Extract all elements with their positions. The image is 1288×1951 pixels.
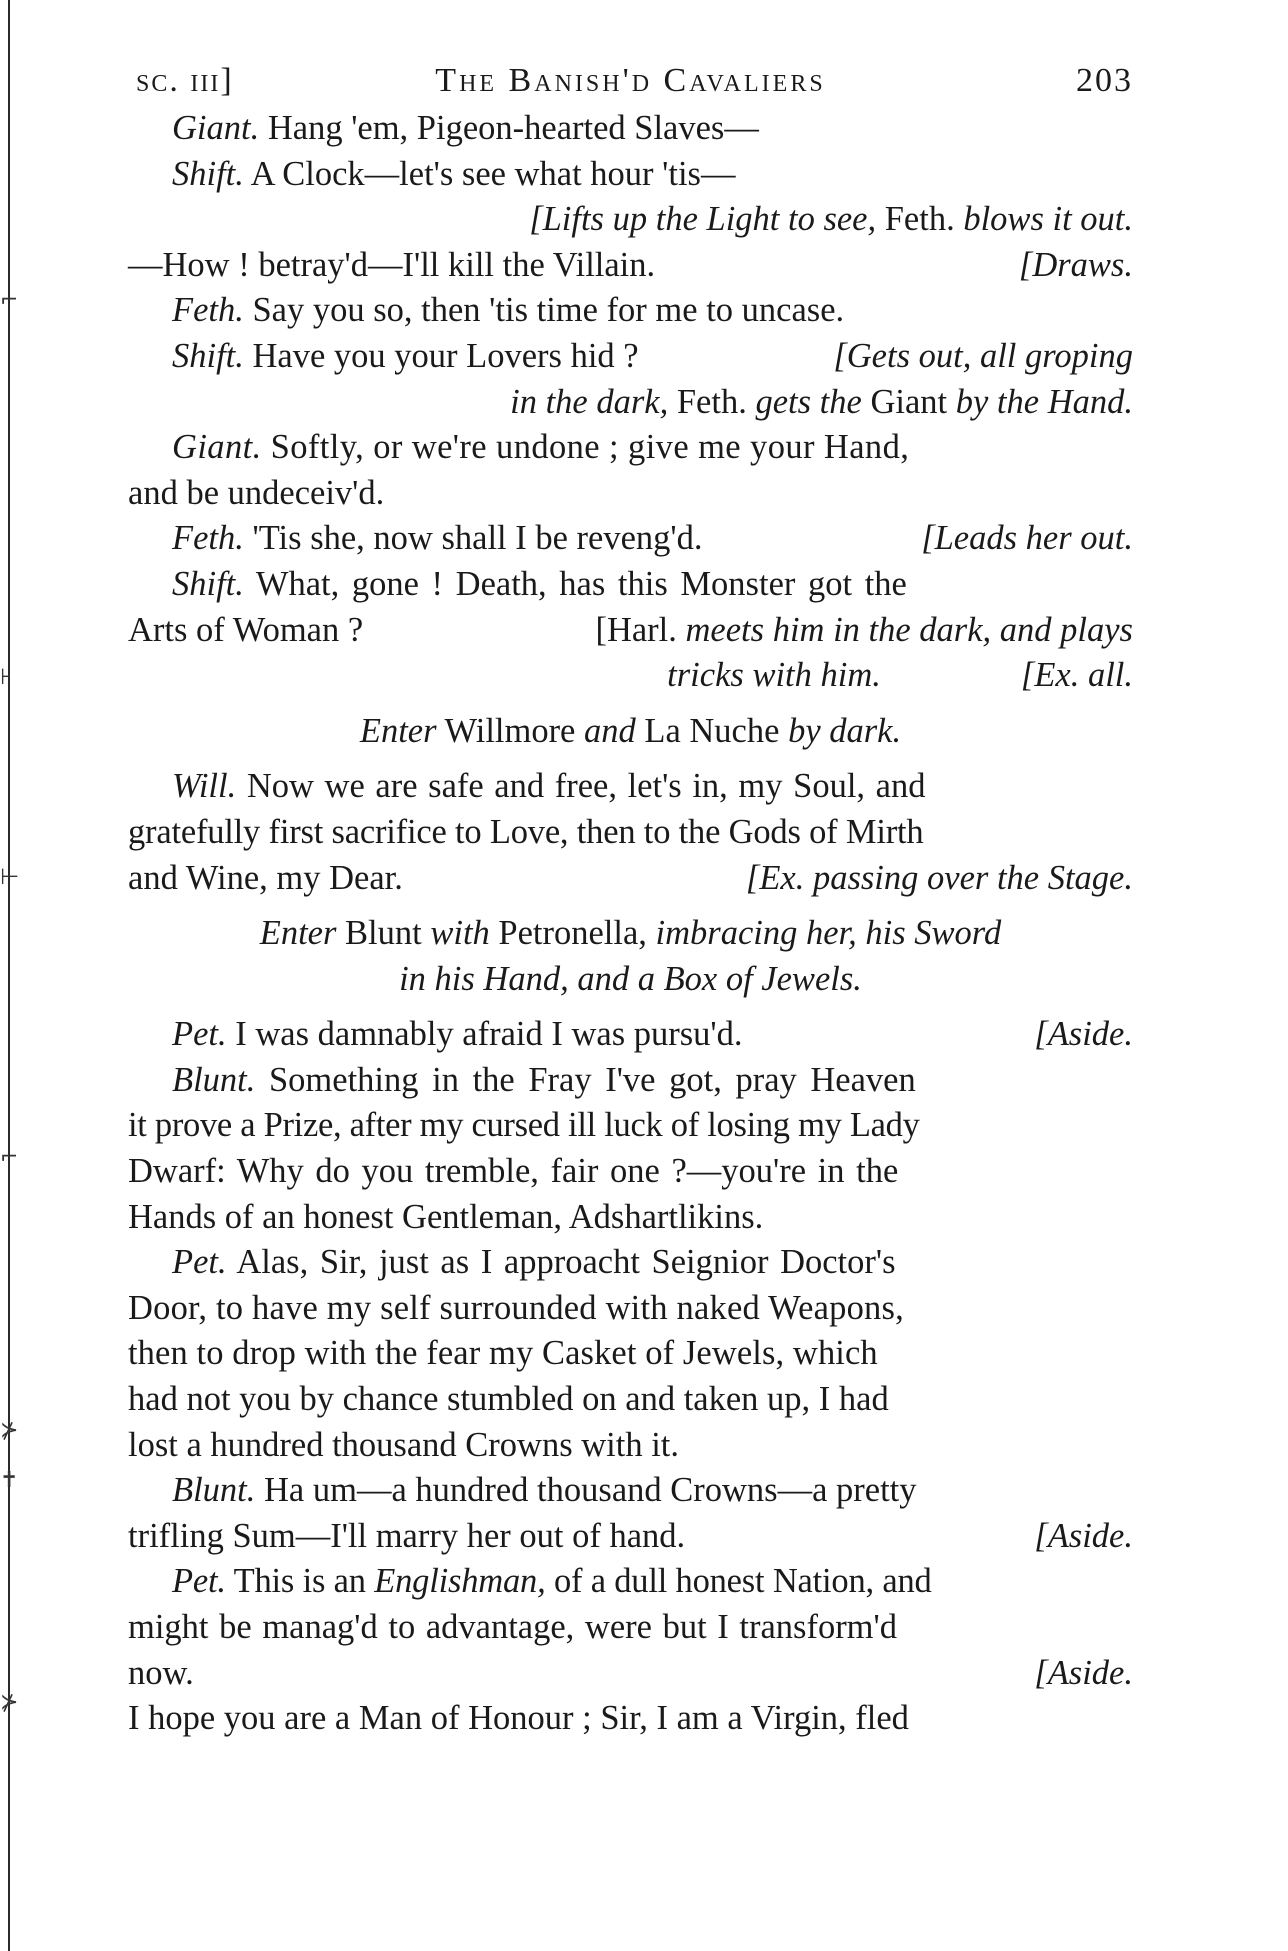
entrance-direction	[128, 709, 1133, 755]
direction: [Aside.	[1034, 1653, 1133, 1692]
direction: tricks with him.	[667, 656, 881, 695]
dialogue: This is an	[233, 1562, 366, 1601]
dialogue: I was damnably afraid I was pursu'd.	[235, 1015, 743, 1054]
dialogue: A Clock—let's see what hour 'tis—	[250, 154, 736, 193]
speaker: Feth.	[172, 291, 244, 330]
dialogue: Softly, or we're undone ; give me your Hand,	[270, 428, 910, 467]
direction: [Ex. passing over the Stage.	[745, 858, 1133, 897]
character-name: Willmore	[444, 711, 576, 750]
character-name: Feth.	[676, 382, 747, 421]
direction: [Aside.	[1034, 1516, 1133, 1555]
text-line	[128, 1149, 1133, 1195]
dialogue: What, gone ! Death, has this Monster got the	[255, 564, 907, 603]
speaker: Will.	[172, 767, 237, 806]
direction: in his Hand, and a Box of Jewels.	[399, 959, 862, 998]
dialogue: Say you so, then 'tis time for me to uncase.	[252, 291, 845, 330]
running-header	[128, 62, 1133, 106]
play-text	[128, 106, 1133, 1742]
dialogue: gratefully first sacrifice to Love, then to the Gods of Mirth	[128, 812, 924, 851]
dialogue: Alas, Sir, just as I approacht Seignior Doctor's	[236, 1243, 896, 1282]
text-line	[128, 516, 1133, 562]
text-line	[128, 425, 1133, 471]
text-line	[128, 1651, 1133, 1697]
dialogue: Hang 'em, Pigeon-hearted Slaves—	[267, 109, 759, 147]
entrance-direction	[128, 957, 1133, 1003]
dialogue: I hope you are a Man of Honour ; Sir, I am a Virgin, fled	[128, 1699, 909, 1738]
text-line	[128, 810, 1133, 856]
speaker: Pet.	[172, 1243, 227, 1282]
dialogue: Now we are safe and free, let's in, my Soul, and	[246, 767, 926, 806]
dialogue: then to drop with the fear my Casket of Jewels, which	[128, 1334, 878, 1373]
binding-mark: ⌐	[0, 288, 19, 313]
character-name: Giant	[870, 382, 948, 421]
dialogue: Hands of an honest Gentleman, Adshartlikins.	[128, 1197, 764, 1236]
book-page	[128, 62, 1133, 1742]
binding-mark: ✝	[0, 1468, 19, 1493]
direction: [Draws.	[1018, 245, 1133, 284]
text-line	[128, 288, 1133, 334]
dialogue: Door, to have my self surrounded with naked Weapons,	[128, 1288, 904, 1327]
dialogue: might be manag'd to advantage, were but I transform'd	[128, 1608, 897, 1646]
direction: gets the	[755, 382, 862, 421]
text-line	[128, 1012, 1133, 1058]
binding-mark: ⊁	[0, 1690, 19, 1715]
direction: [Lifts up the Light to see,	[529, 200, 877, 239]
speaker: Blunt.	[172, 1471, 256, 1510]
dialogue-italic: Englishman,	[374, 1562, 546, 1601]
direction: with	[430, 914, 490, 953]
text-line	[128, 1195, 1133, 1241]
text-line	[128, 334, 1133, 380]
text-line	[128, 1103, 1133, 1149]
speaker: Shift.	[172, 564, 244, 603]
running-title: The Banish'd Cavaliers	[435, 62, 826, 99]
dialogue: and Wine, my Dear.	[128, 858, 403, 897]
binding-mark: ⌐	[0, 1145, 19, 1170]
dialogue: Have you your Lovers hid ?	[252, 336, 639, 375]
text-line	[128, 764, 1133, 810]
speaker: Feth.	[172, 519, 244, 558]
dialogue: Arts of Woman ?	[128, 610, 364, 649]
text-line	[128, 856, 1133, 902]
dialogue: now.	[128, 1653, 194, 1692]
binding-mark: ⊁	[0, 1418, 19, 1443]
character-name: [Harl.	[595, 610, 677, 649]
stage-direction	[128, 197, 1133, 243]
text-line	[128, 471, 1133, 517]
character-name: La Nuche	[644, 711, 780, 750]
text-line	[128, 1331, 1133, 1377]
dialogue: 'Tis she, now shall I be reveng'd.	[252, 519, 703, 558]
text-line	[128, 1240, 1133, 1286]
scene-marker: sc. iii]	[136, 62, 234, 99]
dialogue: had not you by chance stumbled on and taken up, I had	[128, 1380, 889, 1419]
dialogue: Something in the Fray I've got, pray Heaven	[269, 1060, 916, 1099]
direction: by dark.	[788, 711, 902, 750]
dialogue: Ha um—a hundred thousand Crowns—a pretty	[264, 1471, 917, 1510]
character-name: Petronella,	[498, 914, 647, 953]
dialogue: and be undeceiv'd.	[128, 473, 385, 512]
entrance-direction	[128, 911, 1133, 957]
direction: blows it out.	[963, 200, 1133, 239]
dialogue: of a dull honest Nation, and	[553, 1562, 932, 1601]
text-line	[128, 1696, 1133, 1742]
direction: by the Hand.	[955, 382, 1133, 421]
speaker: Giant.	[172, 428, 262, 467]
speaker: Shift.	[172, 154, 244, 193]
character-name: Feth.	[884, 200, 955, 239]
direction: [Ex. all.	[1020, 656, 1133, 695]
direction: and	[584, 711, 636, 750]
text-line	[128, 1559, 1133, 1605]
text-line	[128, 562, 1133, 608]
binding-mark: ⊦	[0, 665, 12, 690]
speaker: Shift.	[172, 336, 244, 375]
direction: [Leads her out.	[921, 519, 1133, 558]
stage-direction	[128, 653, 1133, 699]
direction: [Gets out, all groping	[833, 336, 1133, 375]
text-line	[128, 1468, 1133, 1514]
binding-mark: ⊢	[0, 865, 20, 890]
direction: [Aside.	[1034, 1015, 1133, 1054]
direction: imbracing her, his Sword	[655, 914, 1002, 953]
speaker: Blunt.	[172, 1060, 256, 1099]
stage-direction	[128, 380, 1133, 426]
text-line	[128, 1514, 1133, 1560]
dialogue: trifling Sum—I'll marry her out of hand.	[128, 1516, 686, 1555]
dialogue: it prove a Prize, after my cursed ill luck of losing my Lady	[128, 1106, 920, 1145]
text-line	[128, 106, 1133, 152]
text-line	[128, 1286, 1133, 1332]
direction: Enter	[359, 711, 437, 750]
text-line	[128, 1423, 1133, 1469]
speaker: Pet.	[172, 1015, 227, 1054]
speaker: Pet.	[172, 1562, 226, 1601]
text-line	[128, 152, 1133, 198]
character-name: Blunt	[345, 914, 422, 953]
text-line	[128, 1605, 1133, 1651]
dialogue: Dwarf: Why do you tremble, fair one ?—you're in the	[128, 1152, 899, 1191]
text-line	[128, 243, 1133, 289]
text-line	[128, 1058, 1133, 1104]
dialogue: —How ! betray'd—I'll kill the Villain.	[128, 245, 656, 284]
speaker: Giant.	[172, 109, 260, 147]
direction: in the dark,	[510, 382, 669, 421]
text-line	[128, 1377, 1133, 1423]
direction: meets him in the dark, and plays	[685, 610, 1133, 649]
direction: Enter	[259, 914, 337, 953]
text-line	[128, 608, 1133, 654]
page-number: 203	[1076, 62, 1133, 99]
dialogue: lost a hundred thousand Crowns with it.	[128, 1425, 680, 1464]
